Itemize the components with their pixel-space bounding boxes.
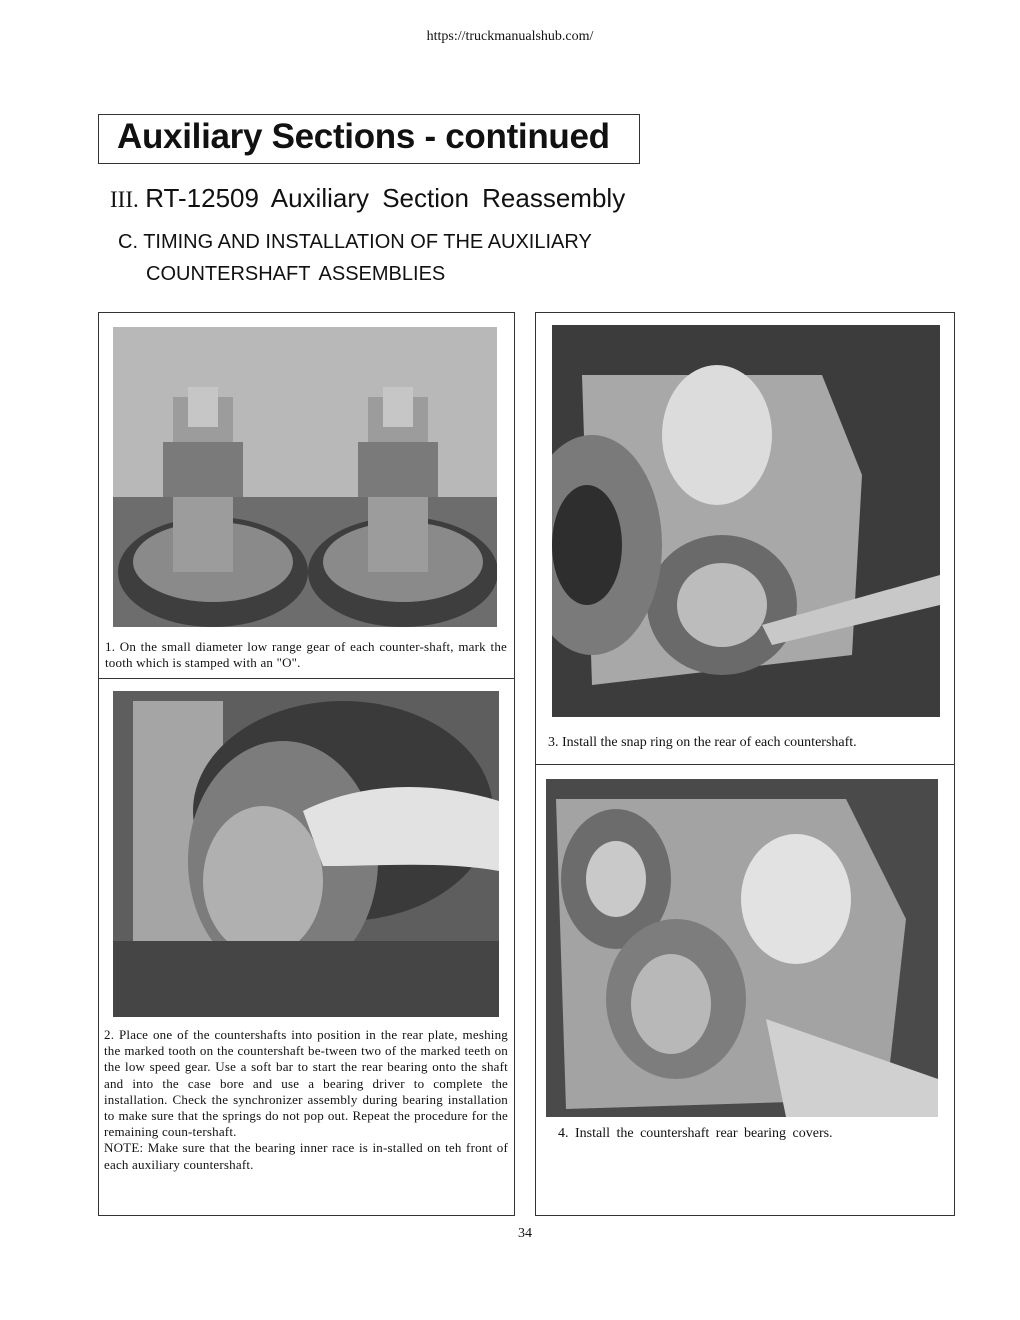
step-4-caption: 4. Install the countershaft rear bearing covers.: [558, 1126, 833, 1141]
step-4-panel: [535, 764, 955, 1216]
step-2-photo: [113, 691, 499, 1017]
step-1-panel: [98, 312, 515, 679]
section-heading: [110, 183, 625, 214]
step-3-panel: [535, 312, 955, 765]
title-box: [98, 114, 640, 164]
step-4-photo: [546, 779, 938, 1117]
page-number: 34: [518, 1226, 532, 1241]
page-url: https://truckmanualshub.com/: [426, 29, 594, 44]
section-roman: III.: [110, 187, 139, 212]
step-2-note: NOTE: Make sure that the bearing inner race is in-stalled on teh front of each auxiliary countershaft.: [104, 1140, 508, 1172]
step-2-panel: [98, 678, 515, 1216]
step-3-photo: [552, 325, 940, 717]
step-2-caption: 2. Place one of the countershafts into position in the rear plate, meshing the marked tooth on the countershaft be-tween two of the marked teeth on the low speed gear. Use a soft bar to start the rear bearing onto the shaft and into the case bore and use a bearing driver to complete the installation. Check the synchronizer assembly during bearing installation to make sure that the springs do not pop out. Repeat the procedure for the remaining coun-tershaft.: [104, 1027, 508, 1140]
section-text: RT-12509 Auxiliary Section Reassembly: [145, 183, 626, 213]
subsection-line1: C. TIMING AND INSTALLATION OF THE AUXILIARY: [118, 231, 592, 253]
step-1-photo: [113, 327, 497, 627]
page-title: Auxiliary Sections - continued: [117, 117, 610, 156]
step-2-text: [104, 1027, 508, 1173]
subsection-heading: [118, 226, 592, 290]
step-3-caption: 3. Install the snap ring on the rear of each countershaft.: [548, 735, 857, 750]
subsection-line2: COUNTERSHAFT ASSEMBLIES: [146, 263, 446, 285]
step-1-caption: 1. On the small diameter low range gear of each counter-shaft, mark the tooth which is stamped with an "O".: [105, 639, 507, 671]
